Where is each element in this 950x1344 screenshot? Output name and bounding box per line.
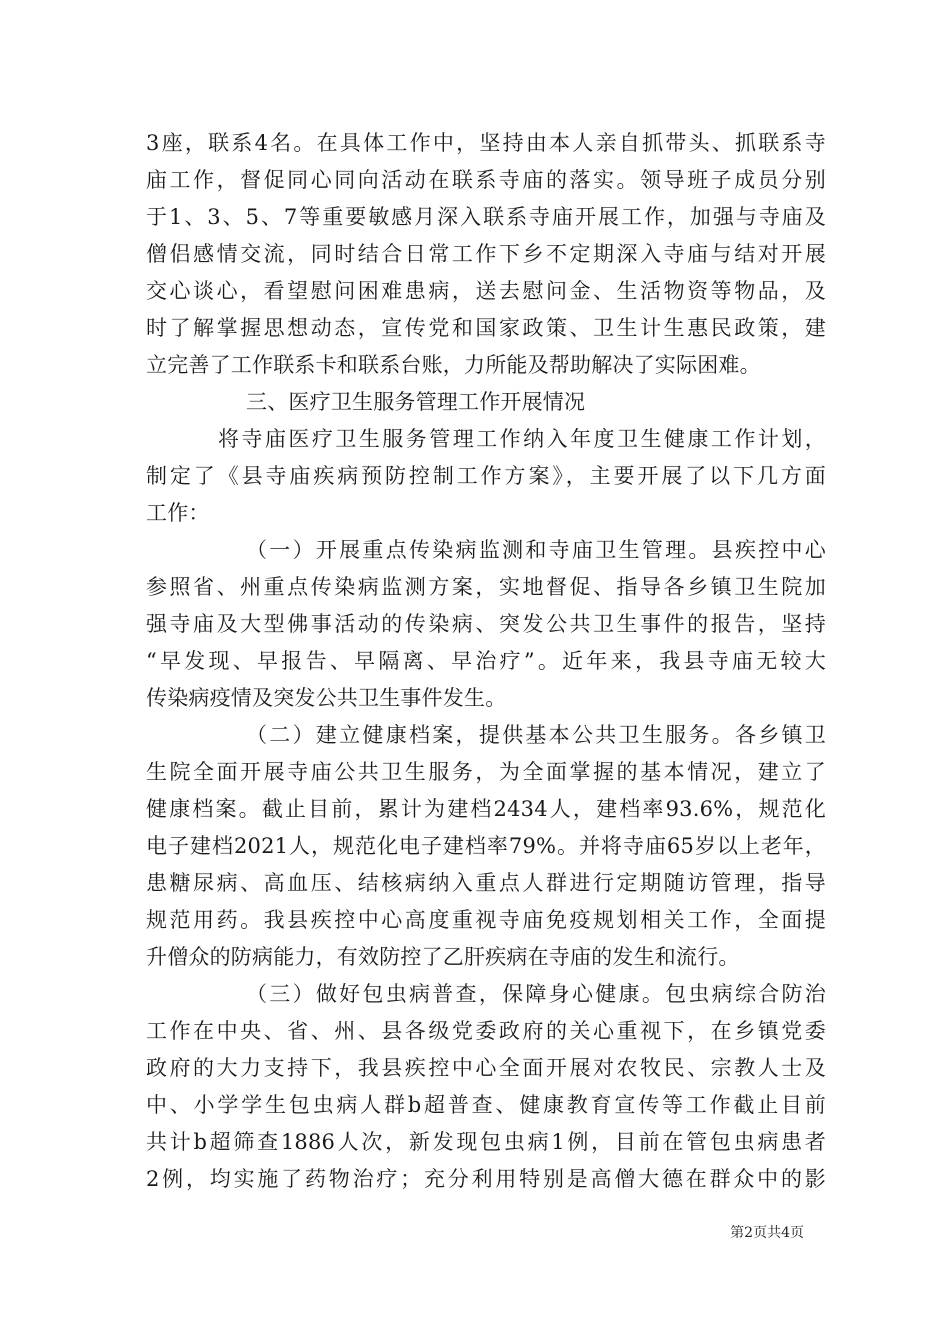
paragraph-line: 工作在中央、省、州、县各级党委政府的关心重视下，在乡镇党委 <box>146 1019 826 1043</box>
paragraph-line: 政府的大力支持下，我县疾控中心全面开展对农牧民、宗教人士及 <box>146 1056 826 1080</box>
page-number: 第2页共4页 <box>730 1225 804 1241</box>
paragraph-line: 2例，均实施了药物治疗；充分利用特别是高僧大德在群众中的影 <box>146 1167 826 1191</box>
paragraph-line: 健康档案。截止目前，累计为建档2434人，建档率93.6%，规范化 <box>146 797 826 821</box>
paragraph-line: 庙工作，督促同心同向活动在联系寺庙的落实。领导班子成员分别 <box>146 168 826 192</box>
paragraph-line: 电子建档2021人，规范化电子建档率79%。并将寺庙65岁以上老年， <box>146 834 826 858</box>
paragraph-line: 中、小学学生包虫病人群b超普查、健康教育宣传等工作截止目前 <box>146 1093 826 1117</box>
paragraph-line: 交心谈心，看望慰问困难患病，送去慰问金、生活物资等物品，及 <box>146 279 826 303</box>
paragraph-line: 共计b超筛查1886人次，新发现包虫病1例，目前在管包虫病患者 <box>146 1130 826 1154</box>
paragraph-line: 僧侣感情交流，同时结合日常工作下乡不定期深入寺庙与结对开展 <box>146 242 826 266</box>
paragraph-line: 时了解掌握思想动态，宣传党和国家政策、卫生计生惠民政策，建 <box>146 316 826 340</box>
paragraph-line: 3座，联系4名。在具体工作中，坚持由本人亲自抓带头、抓联系寺 <box>146 131 826 155</box>
paragraph-line: 生院全面开展寺庙公共卫生服务，为全面掌握的基本情况，建立了 <box>146 760 826 784</box>
paragraph-line: 患糖尿病、高血压、结核病纳入重点人群进行定期随访管理，指导 <box>146 871 826 895</box>
paragraph-line: 参照省、州重点传染病监测方案，实地督促、指导各乡镇卫生院加 <box>146 575 826 599</box>
paragraph-line: 于1、3、5、7等重要敏感月深入联系寺庙开展工作，加强与寺庙及 <box>146 205 826 229</box>
paragraph-line: 传染病疫情及突发公共卫生事件发生。 <box>146 686 507 710</box>
subsection-heading: （三）做好包虫病普查，保障身心健康。包虫病综合防治 <box>246 982 826 1006</box>
paragraph-line: 升僧众的防病能力，有效防控了乙肝疾病在寺庙的发生和流行。 <box>146 945 740 969</box>
paragraph-line: 强寺庙及大型佛事活动的传染病、突发公共卫生事件的报告，坚持 <box>146 612 826 636</box>
subsection-heading: （二）建立健康档案，提供基本公共卫生服务。各乡镇卫 <box>246 723 826 747</box>
paragraph-line: 工作： <box>146 501 210 525</box>
paragraph-line: 将寺庙医疗卫生服务管理工作纳入年度卫生健康工作计划， <box>218 427 826 451</box>
subsection-heading: （一）开展重点传染病监测和寺庙卫生管理。县疾控中心 <box>246 538 826 562</box>
paragraph-line: “早发现、早报告、早隔离、早治疗”。近年来，我县寺庙无较大 <box>146 649 826 673</box>
paragraph-line: 制定了《县寺庙疾病预防控制工作方案》，主要开展了以下几方面 <box>146 464 826 488</box>
section-heading: 三、医疗卫生服务管理工作开展情况 <box>246 390 586 414</box>
paragraph-line: 立完善了工作联系卡和联系台账，力所能及帮助解决了实际困难。 <box>146 353 761 377</box>
paragraph-line: 规范用药。我县疾控中心高度重视寺庙免疫规划相关工作，全面提 <box>146 908 826 932</box>
